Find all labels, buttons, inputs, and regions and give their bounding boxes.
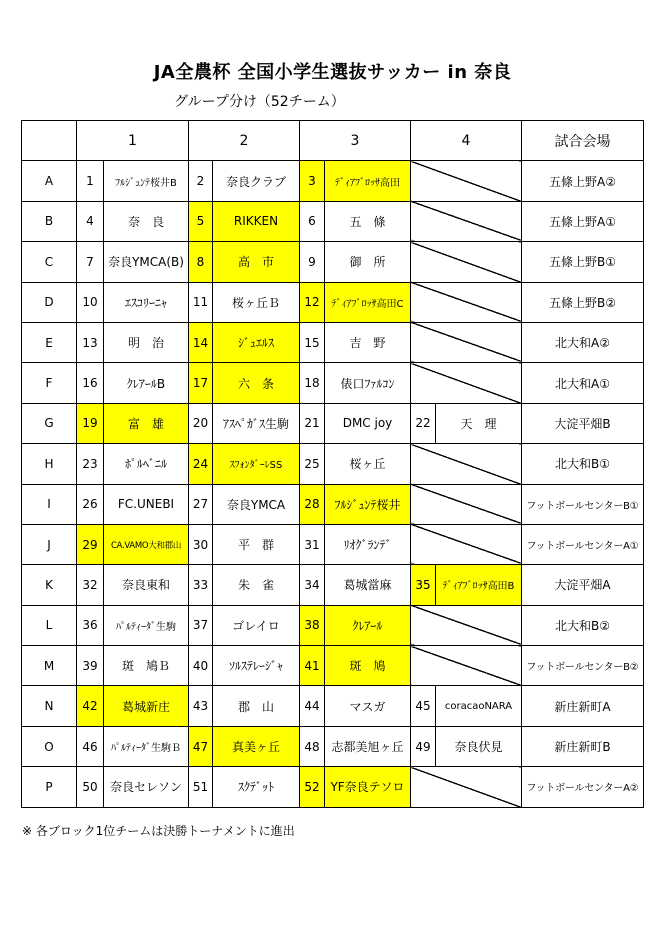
header-col-1: 1 bbox=[77, 121, 189, 161]
team-name: ﾌﾙｼﾞｭﾝﾃ桜井 bbox=[325, 484, 411, 524]
page-title: JA全農杯 全国小学生選抜サッカー in 奈良 bbox=[153, 62, 512, 83]
team-number: 14 bbox=[189, 322, 213, 362]
team-number: 38 bbox=[300, 605, 325, 645]
venue-cell: 大淀平畑A bbox=[522, 565, 644, 605]
team-name: ｽﾌｫﾝﾀﾞｰﾚSS bbox=[213, 444, 300, 484]
team-name: 志都美旭ヶ丘 bbox=[325, 726, 411, 766]
group-row bbox=[22, 201, 644, 241]
team-name: 奈良セレソン bbox=[104, 767, 189, 807]
header-corner bbox=[22, 121, 77, 161]
team-number: 12 bbox=[300, 282, 325, 322]
team-name: 俵口ﾌｧﾙｺﾝ bbox=[325, 363, 411, 403]
team-number: 28 bbox=[300, 484, 325, 524]
team-name: 富 雄 bbox=[104, 403, 189, 443]
team-name: 桜ヶ丘Ｂ bbox=[213, 282, 300, 322]
team-name: 真美ヶ丘 bbox=[213, 726, 300, 766]
team-name: ｿﾙｽﾃﾚｰｼﾞｬ bbox=[213, 646, 300, 686]
team-number: 48 bbox=[300, 726, 325, 766]
group-row bbox=[22, 646, 644, 686]
team-name: 奈 良 bbox=[104, 201, 189, 241]
team-name: 奈良クラブ bbox=[213, 161, 300, 201]
team-number: 36 bbox=[77, 605, 104, 645]
venue-cell: フットボールセンターB② bbox=[522, 646, 644, 686]
group-row bbox=[22, 242, 644, 282]
venue-cell: 五條上野A① bbox=[522, 201, 644, 241]
block-label: F bbox=[22, 363, 77, 403]
empty-slot bbox=[411, 201, 522, 241]
team-name: ﾃﾞｨｱﾌﾞﾛｯｻ高田 bbox=[325, 161, 411, 201]
team-name: ﾘｵｸﾞﾗﾝﾃﾞ bbox=[325, 524, 411, 564]
venue-cell: 北大和B① bbox=[522, 444, 644, 484]
block-label: G bbox=[22, 403, 77, 443]
group-row bbox=[22, 282, 644, 322]
team-name: CA.VAMO大和郡山 bbox=[104, 524, 189, 564]
team-name: 斑 鳩Ｂ bbox=[104, 646, 189, 686]
group-row bbox=[22, 484, 644, 524]
team-name: 奈良YMCA bbox=[213, 484, 300, 524]
empty-slot bbox=[411, 524, 522, 564]
team-number: 7 bbox=[77, 242, 104, 282]
team-name: ゴレイロ bbox=[213, 605, 300, 645]
venue-cell: フットボールセンターB① bbox=[522, 484, 644, 524]
venue-cell: フットボールセンターA② bbox=[522, 767, 644, 807]
team-number: 46 bbox=[77, 726, 104, 766]
team-name: マスガ bbox=[325, 686, 411, 726]
empty-slot bbox=[411, 646, 522, 686]
team-number: 18 bbox=[300, 363, 325, 403]
page-subtitle: グループ分け（52チーム） bbox=[174, 94, 345, 110]
team-name: ﾎﾟﾙﾍﾞﾆﾙ bbox=[104, 444, 189, 484]
team-number: 5 bbox=[189, 201, 213, 241]
empty-slot bbox=[411, 444, 522, 484]
group-row bbox=[22, 686, 644, 726]
empty-slot bbox=[411, 242, 522, 282]
team-number: 9 bbox=[300, 242, 325, 282]
team-number: 13 bbox=[77, 322, 104, 362]
venue-cell: 五條上野B② bbox=[522, 282, 644, 322]
team-name: 郡 山 bbox=[213, 686, 300, 726]
team-number: 21 bbox=[300, 403, 325, 443]
team-number: 49 bbox=[411, 726, 436, 766]
block-label: H bbox=[22, 444, 77, 484]
team-number: 40 bbox=[189, 646, 213, 686]
team-name: 吉 野 bbox=[325, 322, 411, 362]
team-name: 朱 雀 bbox=[213, 565, 300, 605]
team-name: 五 條 bbox=[325, 201, 411, 241]
team-number: 6 bbox=[300, 201, 325, 241]
team-name: ﾊﾟﾙﾃｨｰﾀﾞ生駒 bbox=[104, 605, 189, 645]
venue-cell: 北大和B② bbox=[522, 605, 644, 645]
group-row bbox=[22, 363, 644, 403]
team-name: 葛城當麻 bbox=[325, 565, 411, 605]
group-table bbox=[21, 120, 644, 808]
team-number: 11 bbox=[189, 282, 213, 322]
team-number: 52 bbox=[300, 767, 325, 807]
team-name: ｱｽﾍﾟｶﾞｽ生駒 bbox=[213, 403, 300, 443]
team-number: 41 bbox=[300, 646, 325, 686]
team-name: ｴｽｺﾘｰﾆｬ bbox=[104, 282, 189, 322]
header-col-2: 2 bbox=[189, 121, 300, 161]
team-number: 50 bbox=[77, 767, 104, 807]
group-row bbox=[22, 767, 644, 807]
team-name: ﾃﾞｨｱﾌﾞﾛｯｻ高田B bbox=[436, 565, 522, 605]
header-venue: 試合会場 bbox=[522, 121, 644, 161]
team-name: ｸﾚｱｰﾙB bbox=[104, 363, 189, 403]
venue-cell: 新庄新町A bbox=[522, 686, 644, 726]
empty-slot bbox=[411, 322, 522, 362]
team-number: 2 bbox=[189, 161, 213, 201]
team-number: 51 bbox=[189, 767, 213, 807]
team-number: 29 bbox=[77, 524, 104, 564]
team-name: coracaoNARA bbox=[436, 686, 522, 726]
block-label: I bbox=[22, 484, 77, 524]
team-name: 奈良東和 bbox=[104, 565, 189, 605]
team-number: 22 bbox=[411, 403, 436, 443]
team-number: 26 bbox=[77, 484, 104, 524]
empty-slot bbox=[411, 484, 522, 524]
team-number: 31 bbox=[300, 524, 325, 564]
venue-cell: 大淀平畑B bbox=[522, 403, 644, 443]
team-name: RIKKEN bbox=[213, 201, 300, 241]
team-name: DMC joy bbox=[325, 403, 411, 443]
team-name: ﾌﾙｼﾞｭﾝﾃ桜井B bbox=[104, 161, 189, 201]
venue-cell: 五條上野A② bbox=[522, 161, 644, 201]
venue-cell: 五條上野B① bbox=[522, 242, 644, 282]
team-number: 1 bbox=[77, 161, 104, 201]
block-label: M bbox=[22, 646, 77, 686]
team-name: 奈良伏見 bbox=[436, 726, 522, 766]
team-name: 高 市 bbox=[213, 242, 300, 282]
venue-cell: 北大和A① bbox=[522, 363, 644, 403]
team-number: 16 bbox=[77, 363, 104, 403]
team-number: 17 bbox=[189, 363, 213, 403]
team-name: 六 条 bbox=[213, 363, 300, 403]
block-label: B bbox=[22, 201, 77, 241]
empty-slot bbox=[411, 363, 522, 403]
block-label: E bbox=[22, 322, 77, 362]
team-number: 10 bbox=[77, 282, 104, 322]
block-label: P bbox=[22, 767, 77, 807]
team-name: 奈良YMCA(B) bbox=[104, 242, 189, 282]
team-number: 43 bbox=[189, 686, 213, 726]
team-name: ﾊﾟﾙﾃｨｰﾀﾞ生駒Ｂ bbox=[104, 726, 189, 766]
team-name: FC.UNEBI bbox=[104, 484, 189, 524]
team-number: 37 bbox=[189, 605, 213, 645]
team-number: 47 bbox=[189, 726, 213, 766]
team-name: 御 所 bbox=[325, 242, 411, 282]
header-row bbox=[22, 121, 644, 161]
header-col-3: 3 bbox=[300, 121, 411, 161]
team-number: 39 bbox=[77, 646, 104, 686]
venue-cell: 新庄新町B bbox=[522, 726, 644, 766]
group-row bbox=[22, 726, 644, 766]
team-number: 24 bbox=[189, 444, 213, 484]
team-number: 27 bbox=[189, 484, 213, 524]
header-col-4: 4 bbox=[411, 121, 522, 161]
team-number: 8 bbox=[189, 242, 213, 282]
team-number: 20 bbox=[189, 403, 213, 443]
team-number: 33 bbox=[189, 565, 213, 605]
team-number: 15 bbox=[300, 322, 325, 362]
block-label: C bbox=[22, 242, 77, 282]
team-name: ﾃﾞｨｱﾌﾞﾛｯｻ高田C bbox=[325, 282, 411, 322]
block-label: A bbox=[22, 161, 77, 201]
team-name: 天 理 bbox=[436, 403, 522, 443]
block-label: O bbox=[22, 726, 77, 766]
team-number: 44 bbox=[300, 686, 325, 726]
venue-cell: フットボールセンターA① bbox=[522, 524, 644, 564]
empty-slot bbox=[411, 767, 522, 807]
team-name: ｼﾞｭｴﾙｽ bbox=[213, 322, 300, 362]
team-name: 明 治 bbox=[104, 322, 189, 362]
team-number: 30 bbox=[189, 524, 213, 564]
footnote: ※ 各ブロック1位チームは決勝トーナメントに進出 bbox=[22, 824, 295, 838]
block-label: K bbox=[22, 565, 77, 605]
venue-cell: 北大和A② bbox=[522, 322, 644, 362]
block-label: L bbox=[22, 605, 77, 645]
team-number: 45 bbox=[411, 686, 436, 726]
block-label: D bbox=[22, 282, 77, 322]
team-number: 35 bbox=[411, 565, 436, 605]
team-name: 葛城新庄 bbox=[104, 686, 189, 726]
team-number: 42 bbox=[77, 686, 104, 726]
team-number: 25 bbox=[300, 444, 325, 484]
block-label: J bbox=[22, 524, 77, 564]
group-row bbox=[22, 524, 644, 564]
group-row bbox=[22, 161, 644, 201]
team-number: 23 bbox=[77, 444, 104, 484]
team-name: 桜ヶ丘 bbox=[325, 444, 411, 484]
block-label: N bbox=[22, 686, 77, 726]
team-name: YF奈良テソロ bbox=[325, 767, 411, 807]
team-number: 32 bbox=[77, 565, 104, 605]
team-name: 斑 鳩 bbox=[325, 646, 411, 686]
group-row bbox=[22, 322, 644, 362]
group-row bbox=[22, 565, 644, 605]
team-number: 34 bbox=[300, 565, 325, 605]
team-number: 19 bbox=[77, 403, 104, 443]
group-row bbox=[22, 605, 644, 645]
team-name: 平 群 bbox=[213, 524, 300, 564]
team-number: 3 bbox=[300, 161, 325, 201]
team-name: ｽｸﾃﾞｯﾄ bbox=[213, 767, 300, 807]
empty-slot bbox=[411, 161, 522, 201]
group-row bbox=[22, 444, 644, 484]
team-name: ｸﾚｱｰﾙ bbox=[325, 605, 411, 645]
empty-slot bbox=[411, 282, 522, 322]
empty-slot bbox=[411, 605, 522, 645]
team-number: 4 bbox=[77, 201, 104, 241]
group-row bbox=[22, 403, 644, 443]
